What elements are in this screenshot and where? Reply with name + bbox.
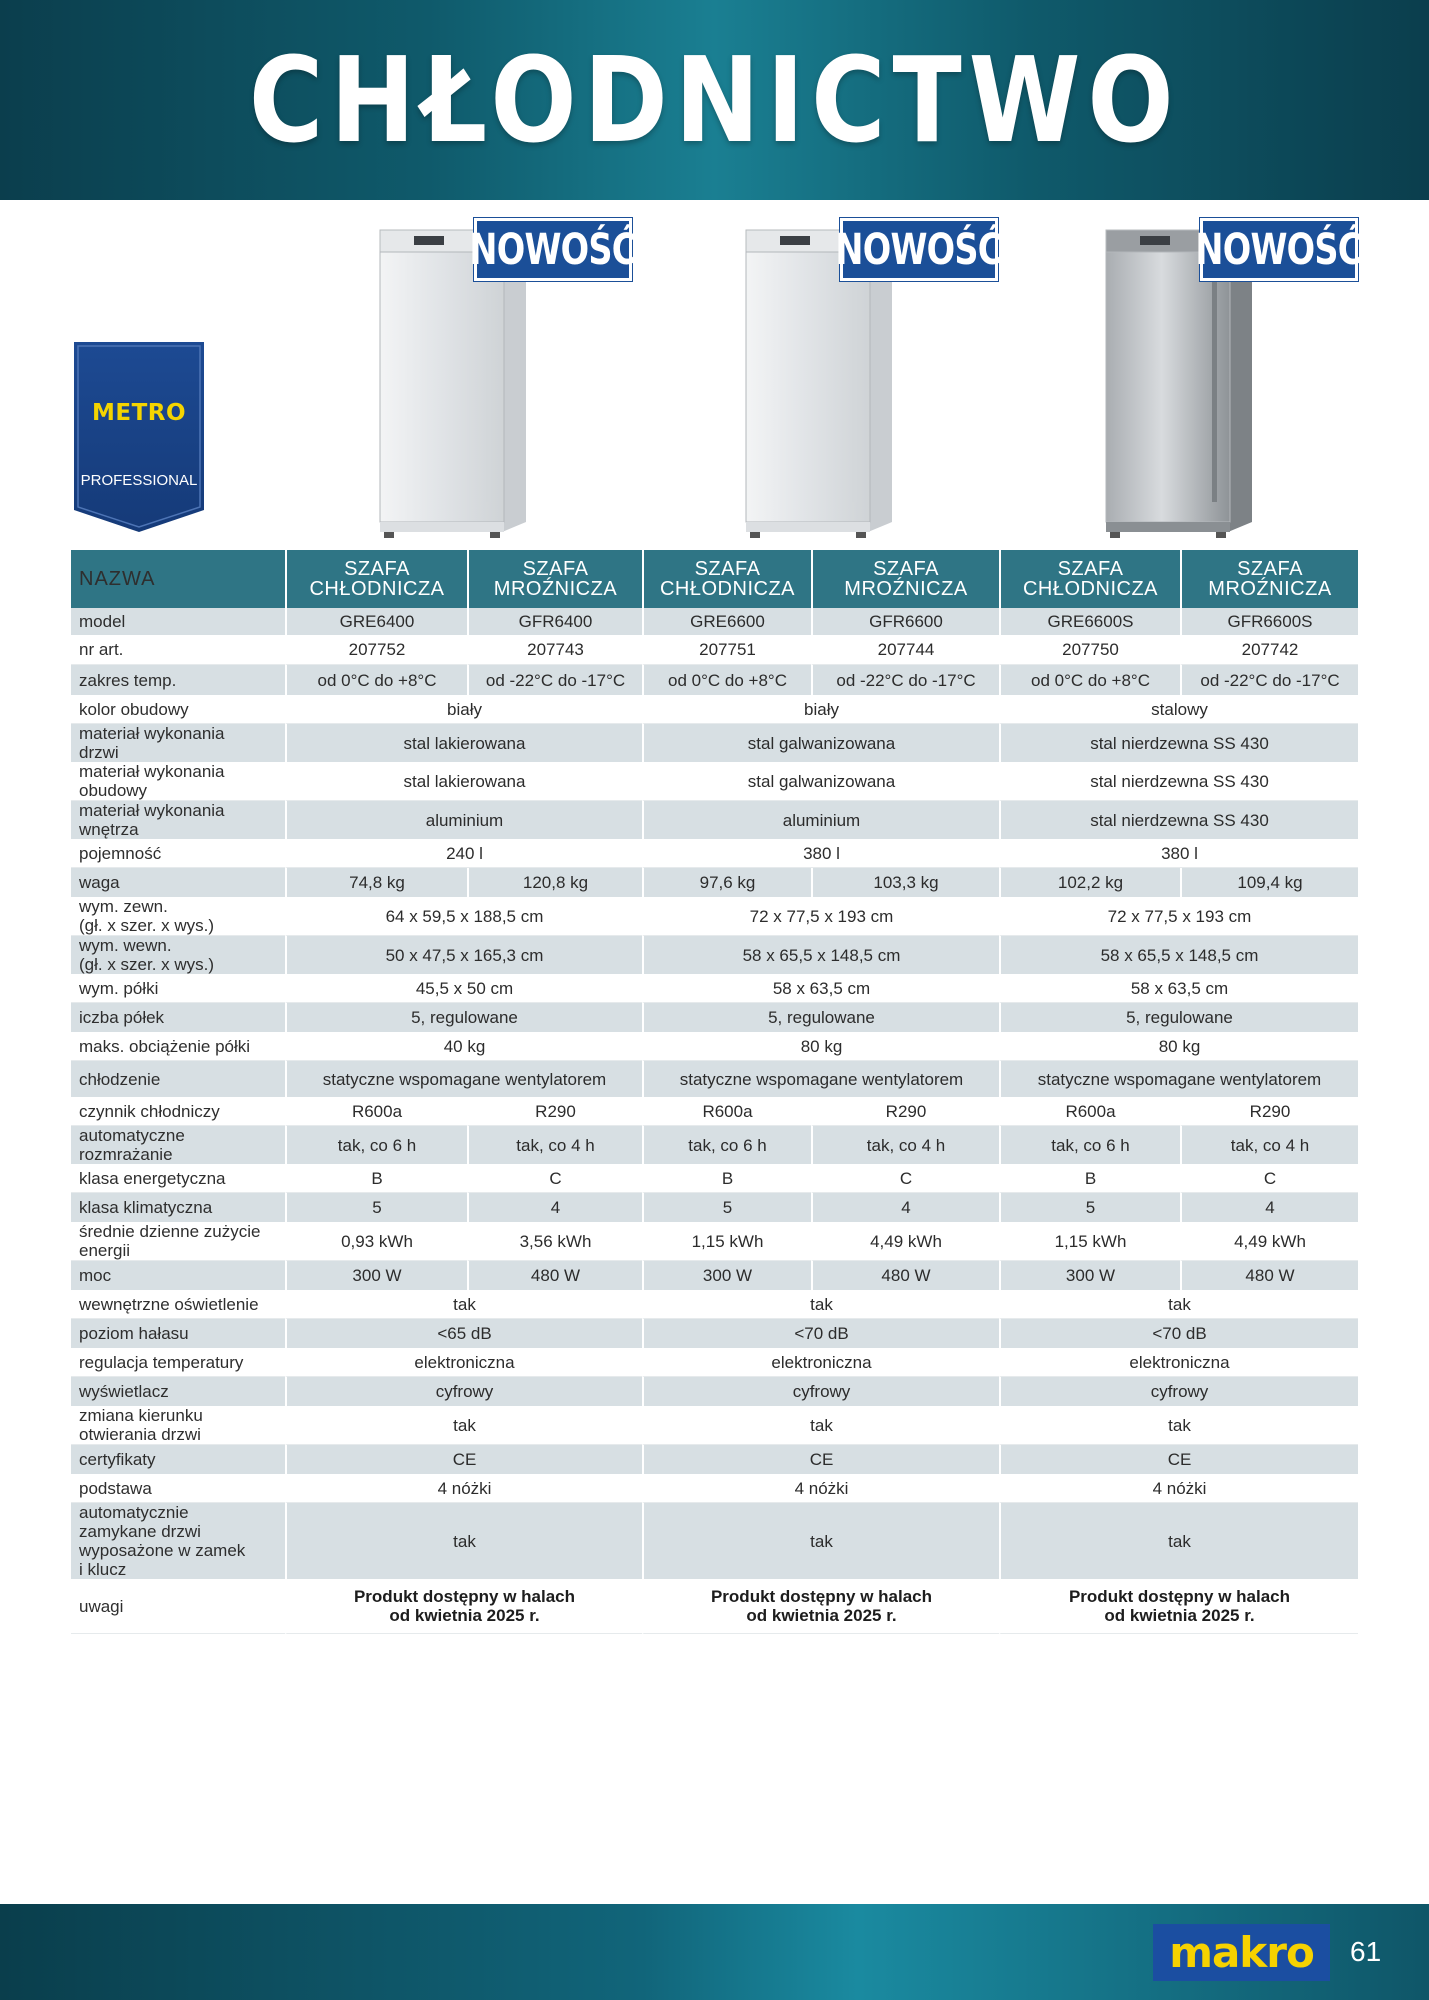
table-cell: 4,49 kWh: [1180, 1222, 1358, 1261]
table-cell: 64 x 59,5 x 188,5 cm: [285, 897, 642, 936]
table-cell: tak: [999, 1503, 1358, 1579]
row-label: [71, 1503, 285, 1579]
table-cell: od 0°C do +8°C: [999, 665, 1180, 695]
table-cell: 97,6 kg: [642, 868, 811, 897]
table-cell: [285, 1579, 642, 1634]
new-badge: [1195, 218, 1363, 281]
table-cell: 5: [285, 1193, 467, 1222]
table-cell: 207751: [642, 635, 811, 665]
cell-line: obudowy: [79, 781, 148, 800]
cell-line: CHŁODNICZA: [1022, 578, 1158, 600]
table-cell: 1,15 kWh: [642, 1222, 811, 1261]
row-label: [71, 1290, 285, 1319]
row-label: [71, 974, 285, 1003]
table-cell: statyczne wspomagane wentylatorem: [999, 1061, 1358, 1097]
cell-line: automatycznie: [79, 1503, 189, 1522]
table-cell: stal nierdzewna SS 430: [999, 724, 1358, 762]
metro-sub: PROFESSIONAL: [80, 472, 198, 489]
table-cell: 300 W: [642, 1261, 811, 1290]
table-row: [71, 1097, 1358, 1126]
cell-line: SZAFA: [694, 558, 761, 580]
header-column: [467, 550, 642, 608]
row-label: [71, 801, 285, 839]
table-cell: 240 l: [285, 839, 642, 868]
row-label: [71, 1061, 285, 1097]
row-label: [71, 635, 285, 665]
row-label: [71, 724, 285, 762]
cell-line: regulacja temperatury: [79, 1352, 244, 1372]
table-row: [71, 1032, 1358, 1061]
cell-line: wewnętrzne oświetlenie: [79, 1294, 259, 1314]
table-cell: C: [1180, 1164, 1358, 1193]
table-row: [71, 724, 1358, 762]
row-label: [71, 1406, 285, 1445]
table-cell: elektroniczna: [999, 1348, 1358, 1377]
cell-line: zamykane drzwi: [79, 1522, 201, 1541]
table-cell: od -22°C do -17°C: [467, 665, 642, 695]
table-header-row: [71, 550, 1358, 608]
cell-line: CHŁODNICZA: [659, 578, 795, 600]
table-cell: tak, co 6 h: [999, 1126, 1180, 1164]
spec-table: [71, 550, 1358, 1634]
table-cell: 58 x 63,5 cm: [642, 974, 999, 1003]
cell-line: od kwietnia 2025 r.: [389, 1606, 540, 1625]
table-cell: GFR6600S: [1180, 608, 1358, 635]
table-cell: tak: [285, 1503, 642, 1579]
cell-line: chłodzenie: [79, 1069, 161, 1089]
table-row: [71, 801, 1358, 839]
row-label: [71, 936, 285, 974]
table-row: [71, 1126, 1358, 1164]
product-image-1: [374, 218, 637, 538]
table-cell: tak: [285, 1290, 642, 1319]
table-cell: cyfrowy: [642, 1377, 999, 1406]
table-cell: 1,15 kWh: [999, 1222, 1180, 1261]
row-label: [71, 1319, 285, 1348]
row-label: [71, 897, 285, 936]
table-cell: 58 x 65,5 x 148,5 cm: [642, 936, 999, 974]
table-cell: cyfrowy: [999, 1377, 1358, 1406]
header-column: [1180, 550, 1358, 608]
table-row: [71, 936, 1358, 974]
cell-line: otwierania drzwi: [79, 1425, 201, 1444]
table-row: [71, 974, 1358, 1003]
table-row: [71, 762, 1358, 801]
table-cell: stal lakierowana: [285, 762, 642, 801]
table-row: [71, 1503, 1358, 1579]
table-cell: 74,8 kg: [285, 868, 467, 897]
table-row: [71, 1193, 1358, 1222]
row-label: [71, 1003, 285, 1032]
table-cell: elektroniczna: [642, 1348, 999, 1377]
table-cell: 58 x 65,5 x 148,5 cm: [999, 936, 1358, 974]
row-label: [71, 1348, 285, 1377]
table-row: [71, 1445, 1358, 1474]
table-cell: tak, co 6 h: [285, 1126, 467, 1164]
table-cell: stal galwanizowana: [642, 724, 999, 762]
metro-professional-logo: [74, 342, 204, 532]
row-label: [71, 1222, 285, 1261]
table-row: [71, 1319, 1358, 1348]
table-cell: R290: [811, 1097, 999, 1126]
cell-line: od kwietnia 2025 r.: [746, 1606, 897, 1625]
row-label: [71, 1193, 285, 1222]
table-cell: B: [999, 1164, 1180, 1193]
cell-line: wyposażone w zamek: [79, 1541, 246, 1560]
table-cell: CE: [642, 1445, 999, 1474]
table-cell: 50 x 47,5 x 165,3 cm: [285, 936, 642, 974]
table-cell: [642, 1579, 999, 1634]
cell-line: od kwietnia 2025 r.: [1104, 1606, 1255, 1625]
cell-line: materiał wykonania: [79, 801, 225, 820]
cell-line: materiał wykonania: [79, 724, 225, 743]
row-label: [71, 1579, 285, 1634]
header-column: [642, 550, 811, 608]
table-row: [71, 608, 1358, 635]
cell-line: model: [79, 612, 126, 631]
table-cell: 380 l: [642, 839, 999, 868]
table-cell: tak: [285, 1406, 642, 1445]
table-cell: 45,5 x 50 cm: [285, 974, 642, 1003]
cell-line: MROŹNICZA: [1208, 578, 1332, 600]
table-cell: B: [285, 1164, 467, 1193]
table-cell: 4 nóżki: [285, 1474, 642, 1503]
table-cell: tak: [642, 1406, 999, 1445]
table-cell: 103,3 kg: [811, 868, 999, 897]
cell-line: nr art.: [79, 640, 124, 659]
makro-logo: [1153, 1924, 1330, 1981]
table-row: [71, 1377, 1358, 1406]
table-cell: tak: [642, 1290, 999, 1319]
table-cell: 4 nóżki: [642, 1474, 999, 1503]
cell-line: iczba półek: [79, 1008, 165, 1027]
row-label: [71, 1126, 285, 1164]
new-badge: [469, 218, 637, 281]
cell-line: podstawa: [79, 1478, 152, 1498]
table-cell: 480 W: [1180, 1261, 1358, 1290]
table-row: [71, 839, 1358, 868]
cell-line: waga: [79, 873, 120, 892]
table-cell: tak: [642, 1503, 999, 1579]
table-cell: od -22°C do -17°C: [811, 665, 999, 695]
table-cell: R600a: [285, 1097, 467, 1126]
cell-line: zakres temp.: [79, 670, 177, 690]
page-number: 61: [1350, 1936, 1382, 1967]
table-cell: elektroniczna: [285, 1348, 642, 1377]
table-cell: 207743: [467, 635, 642, 665]
cell-line: Produkt dostępny w halach: [1068, 1587, 1291, 1606]
table-cell: <70 dB: [999, 1319, 1358, 1348]
table-cell: aluminium: [642, 801, 999, 839]
table-cell: CE: [999, 1445, 1358, 1474]
table-cell: 207750: [999, 635, 1180, 665]
cell-line: wym. półki: [79, 978, 159, 998]
cell-line: materiał wykonania: [79, 762, 225, 781]
row-label: [71, 762, 285, 801]
table-row: [71, 1222, 1358, 1261]
table-cell: R290: [1180, 1097, 1358, 1126]
table-cell: 207742: [1180, 635, 1358, 665]
row-label: [71, 1032, 285, 1061]
table-cell: 109,4 kg: [1180, 868, 1358, 897]
cell-line: wyświetlacz: [79, 1382, 169, 1401]
table-cell: 72 x 77,5 x 193 cm: [999, 897, 1358, 936]
header-label: NAZWA: [71, 550, 285, 608]
table-cell: stal nierdzewna SS 430: [999, 762, 1358, 801]
table-cell: stalowy: [999, 695, 1358, 724]
row-label: [71, 1164, 285, 1193]
table-row: [71, 1290, 1358, 1319]
table-cell: stal nierdzewna SS 430: [999, 801, 1358, 839]
table-cell: 5, regulowane: [285, 1003, 642, 1032]
table-cell: aluminium: [285, 801, 642, 839]
table-cell: 4,49 kWh: [811, 1222, 999, 1261]
cell-line: klasa energetyczna: [79, 1168, 226, 1188]
cell-line: rozmrażanie: [79, 1145, 173, 1164]
table-cell: 4: [467, 1193, 642, 1222]
table-cell: GRE6400: [285, 608, 467, 635]
cell-line: klasa klimatyczna: [79, 1198, 213, 1217]
cell-line: SZAFA: [522, 558, 589, 580]
table-cell: 480 W: [467, 1261, 642, 1290]
product-image-2: [740, 218, 1003, 538]
header-column: [811, 550, 999, 608]
table-cell: 3,56 kWh: [467, 1222, 642, 1261]
table-cell: od 0°C do +8°C: [642, 665, 811, 695]
page-header: [0, 0, 1429, 200]
cell-line: drzwi: [79, 743, 119, 762]
cell-line: wym. wewn.: [79, 936, 172, 955]
cell-line: SZAFA: [1057, 558, 1124, 580]
table-cell: 380 l: [999, 839, 1358, 868]
row-label: [71, 665, 285, 695]
table-row: [71, 1579, 1358, 1634]
cell-line: certyfikaty: [79, 1450, 156, 1469]
table-cell: 4: [811, 1193, 999, 1222]
new-badge-label: NOWOŚĆ: [469, 224, 637, 275]
cell-line: wnętrza: [79, 820, 139, 839]
cell-line: Produkt dostępny w halach: [353, 1587, 576, 1606]
table-cell: statyczne wspomagane wentylatorem: [285, 1061, 642, 1097]
header-column: [999, 550, 1180, 608]
table-cell: 207744: [811, 635, 999, 665]
cell-line: moc: [79, 1266, 112, 1285]
table-cell: 5, regulowane: [999, 1003, 1358, 1032]
row-label: [71, 1474, 285, 1503]
table-cell: 58 x 63,5 cm: [999, 974, 1358, 1003]
table-cell: 40 kg: [285, 1032, 642, 1061]
table-row: [71, 1406, 1358, 1445]
row-label: [71, 1097, 285, 1126]
table-cell: 4 nóżki: [999, 1474, 1358, 1503]
table-cell: 5, regulowane: [642, 1003, 999, 1032]
table-cell: C: [811, 1164, 999, 1193]
table-cell: 5: [999, 1193, 1180, 1222]
cell-line: SZAFA: [873, 558, 939, 580]
table-cell: 207752: [285, 635, 467, 665]
table-cell: statyczne wspomagane wentylatorem: [642, 1061, 999, 1097]
table-cell: GRE6600S: [999, 608, 1180, 635]
metro-brand: METRO: [91, 400, 187, 426]
table-row: [71, 1061, 1358, 1097]
table-row: [71, 695, 1358, 724]
cell-line: (gł. x szer. x wys.): [79, 955, 215, 974]
makro-logo-text: makro: [1169, 1928, 1314, 1977]
table-cell: GFR6600: [811, 608, 999, 635]
cell-line: pojemność: [79, 843, 162, 863]
table-cell: R600a: [642, 1097, 811, 1126]
table-cell: 120,8 kg: [467, 868, 642, 897]
new-badge-label: NOWOŚĆ: [1195, 224, 1363, 275]
new-badge-label: NOWOŚĆ: [835, 224, 1003, 275]
cell-line: kolor obudowy: [79, 699, 189, 719]
cell-line: poziom hałasu: [79, 1324, 189, 1343]
table-row: [71, 1474, 1358, 1503]
table-cell: tak, co 4 h: [467, 1126, 642, 1164]
table-cell: 0,93 kWh: [285, 1222, 467, 1261]
table-row: [71, 1261, 1358, 1290]
table-cell: B: [642, 1164, 811, 1193]
table-row: [71, 635, 1358, 665]
table-row: [71, 868, 1358, 897]
table-cell: 102,2 kg: [999, 868, 1180, 897]
table-cell: 5: [642, 1193, 811, 1222]
table-cell: C: [467, 1164, 642, 1193]
table-cell: 4: [1180, 1193, 1358, 1222]
table-cell: [999, 1579, 1358, 1634]
table-cell: R600a: [999, 1097, 1180, 1126]
page-title: CHŁODNICTWO: [248, 31, 1181, 169]
row-label: [71, 868, 285, 897]
table-cell: 300 W: [285, 1261, 467, 1290]
row-label: [71, 608, 285, 635]
cell-line: wym. zewn.: [79, 897, 168, 916]
table-cell: 80 kg: [642, 1032, 999, 1061]
cell-line: energii: [79, 1241, 131, 1260]
cell-line: czynnik chłodniczy: [79, 1101, 220, 1121]
cell-line: CHŁODNICZA: [309, 578, 445, 600]
table-cell: GFR6400: [467, 608, 642, 635]
table-cell: tak, co 6 h: [642, 1126, 811, 1164]
cell-line: zmiana kierunku: [79, 1406, 203, 1425]
table-cell: cyfrowy: [285, 1377, 642, 1406]
table-row: [71, 665, 1358, 695]
row-label: [71, 695, 285, 724]
table-cell: 72 x 77,5 x 193 cm: [642, 897, 999, 936]
table-cell: 480 W: [811, 1261, 999, 1290]
cell-line: i klucz: [79, 1560, 127, 1579]
cell-line: Produkt dostępny w halach: [710, 1587, 933, 1606]
table-cell: 80 kg: [999, 1032, 1358, 1061]
cell-line: uwagi: [79, 1596, 124, 1616]
table-cell: biały: [285, 695, 642, 724]
row-label: [71, 1377, 285, 1406]
shield-icon: [74, 342, 204, 532]
table-cell: <65 dB: [285, 1319, 642, 1348]
row-label: [71, 1261, 285, 1290]
table-cell: stal lakierowana: [285, 724, 642, 762]
cell-line: maks. obciążenie półki: [79, 1036, 251, 1056]
table-cell: <70 dB: [642, 1319, 999, 1348]
table-row: [71, 1164, 1358, 1193]
table-cell: tak: [999, 1406, 1358, 1445]
table-cell: R290: [467, 1097, 642, 1126]
table-cell: tak: [999, 1290, 1358, 1319]
row-label: [71, 1445, 285, 1474]
table-row: [71, 1348, 1358, 1377]
table-cell: 300 W: [999, 1261, 1180, 1290]
cell-line: SZAFA: [344, 558, 410, 580]
cell-line: MROŹNICZA: [493, 578, 618, 600]
table-cell: tak, co 4 h: [1180, 1126, 1358, 1164]
cell-line: MROŹNICZA: [844, 578, 968, 600]
table-row: [71, 1003, 1358, 1032]
table-cell: od -22°C do -17°C: [1180, 665, 1358, 695]
product-image-3: [1100, 218, 1363, 538]
cell-line: średnie dzienne zużycie: [79, 1222, 261, 1241]
cell-line: SZAFA: [1237, 558, 1303, 580]
row-label: [71, 839, 285, 868]
cell-line: (gł. x szer. x wys.): [79, 916, 215, 935]
table-cell: tak, co 4 h: [811, 1126, 999, 1164]
new-badge: [835, 218, 1003, 281]
table-cell: CE: [285, 1445, 642, 1474]
cell-line: automatyczne: [79, 1126, 185, 1145]
table-row: [71, 897, 1358, 936]
table-cell: GRE6600: [642, 608, 811, 635]
table-cell: od 0°C do +8°C: [285, 665, 467, 695]
table-cell: biały: [642, 695, 999, 724]
header-column: [285, 550, 467, 608]
table-cell: stal galwanizowana: [642, 762, 999, 801]
